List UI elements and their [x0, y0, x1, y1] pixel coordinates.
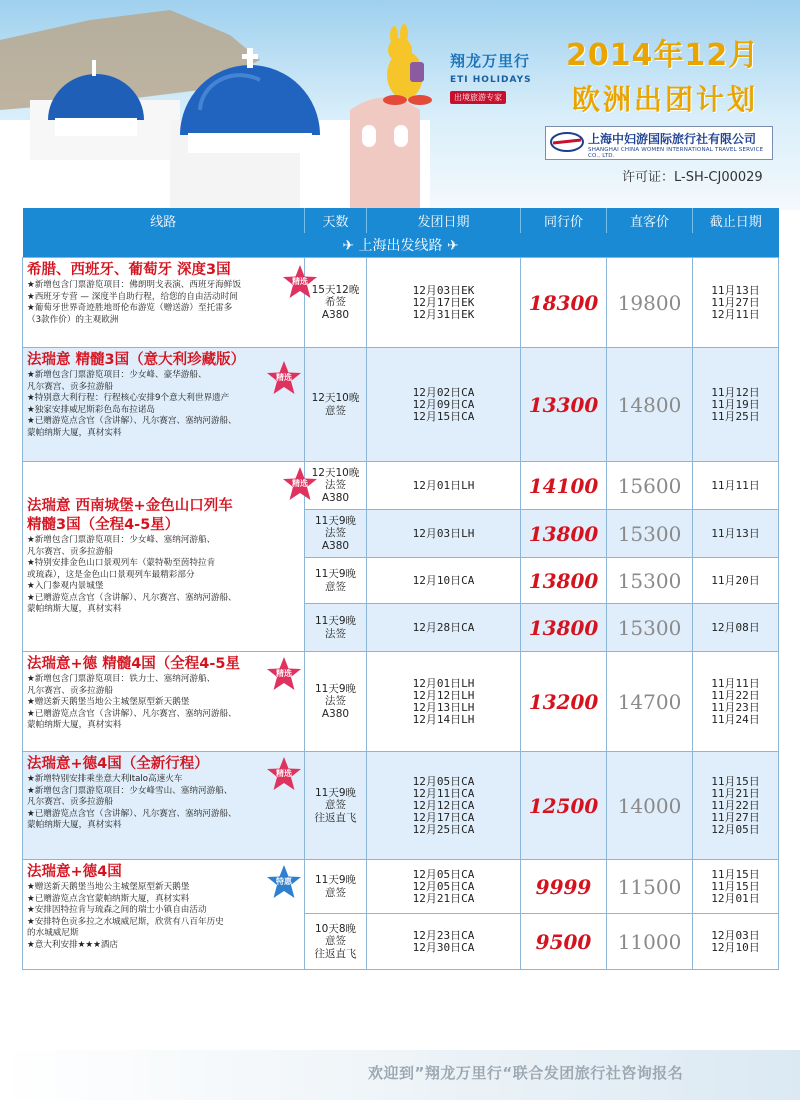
days-line: 往返直飞 — [314, 811, 357, 824]
route-feature: 的水城威尼斯 — [27, 928, 79, 938]
route-feature: ★新增包含门票游览项目：铁力士、塞纳河游船、 — [27, 674, 216, 684]
route-cell — [23, 348, 305, 462]
days-line: 11天9晚 — [314, 568, 357, 580]
route-feature: ★安排因特拉肯与琉森之间的瑞士小镇自由活动 — [27, 905, 207, 915]
dates-cell — [367, 348, 521, 462]
days-line: 15天12晚 — [311, 283, 360, 296]
route-cell — [23, 462, 308, 652]
deadline-cell — [693, 510, 779, 558]
route-feature: 凡尔赛宫、贡多拉游船 — [27, 546, 113, 557]
dates-cell — [367, 462, 521, 510]
col-direct-price: 直客价 — [607, 208, 693, 233]
badge-label: 精选 — [292, 479, 308, 488]
badge-label: 精选 — [276, 669, 292, 678]
deadline-line: 11月15日 — [711, 879, 760, 893]
route-feature: ★新增包含门票游览项目：少女峰、塞纳河游船、 — [27, 535, 216, 546]
deadline-cell — [693, 752, 779, 860]
days-line: 法签 — [325, 527, 346, 540]
route-feature: ★已赠游览点含官蒙帕纳斯大厦，真材实料 — [27, 893, 190, 904]
dates-cell — [367, 914, 521, 970]
route-feature: 凡尔赛宫、贡多拉游船 — [27, 797, 113, 807]
deadline-cell — [693, 914, 779, 970]
page-title-year: 2014年12月 — [566, 38, 760, 73]
airplane-icon: ✈ — [342, 238, 355, 254]
days-line: A380 — [321, 491, 350, 504]
tour-table — [22, 208, 778, 970]
col-peer-price: 同行价 — [521, 208, 607, 233]
route-feature: ★已赠游览点含官（含讲解）、凡尔赛宫、塞纳河游船、 — [27, 708, 237, 719]
route-title: 法瑞意 精髓3国（意大利珍藏版） — [27, 352, 246, 368]
route-feature: ★入门参观内景城堡 — [27, 581, 104, 592]
subhead-row — [23, 233, 779, 258]
deadline-line: 11月15日 — [711, 774, 760, 788]
days-cell — [305, 860, 367, 914]
deadline-cell — [693, 258, 779, 348]
date-line: 12月03日EK — [412, 283, 475, 297]
direct-price: 11500 — [607, 860, 693, 914]
badge-label: 精选 — [276, 769, 292, 778]
deadline-line: 11月22日 — [711, 688, 760, 702]
date-line: 12月17日EK — [412, 295, 475, 309]
deadline-line: 11月22日 — [711, 798, 760, 812]
dates-cell — [367, 558, 521, 604]
deadline-line: 11月27日 — [711, 810, 760, 824]
table-row — [23, 652, 779, 752]
deadline-cell — [693, 860, 779, 914]
deadline-line: 11月13日 — [711, 283, 760, 297]
route-feature: ★新增包含门票游览项目：少女峰雪山、塞纳河游船、 — [27, 785, 233, 796]
peer-price: 18300 — [521, 258, 607, 348]
route-feature: 蒙帕纳斯大厦，真材实料 — [27, 820, 122, 830]
route-feature: ★独家安排威尼斯彩色岛布拉诺岛 — [27, 404, 156, 415]
date-line: 12月31日EK — [412, 307, 475, 321]
peer-price: 9500 — [521, 914, 607, 970]
deadline-cell — [693, 604, 779, 652]
days-cell — [305, 558, 367, 604]
route-feature: ★特别意大利行程：行程核心安排9个意大利世界遗产 — [27, 393, 230, 403]
agency-box — [545, 126, 773, 160]
table-row — [23, 348, 779, 462]
table-row — [23, 752, 779, 860]
peer-price: 12500 — [521, 752, 607, 860]
deadline-line: 12月08日 — [711, 620, 760, 634]
deadline-line: 11月24日 — [711, 712, 760, 726]
peer-price: 13800 — [521, 558, 607, 604]
table-row — [23, 462, 779, 510]
badge-label: 特惠 — [276, 877, 292, 886]
days-cell — [305, 604, 367, 652]
route-feature: ★新增包含门票游览项目：佛朗明戈表演、西班牙海鲜饭 — [27, 280, 241, 290]
days-line: 法签 — [325, 695, 346, 708]
days-line: A380 — [321, 539, 350, 552]
deadline-line: 12月03日 — [711, 928, 760, 942]
date-line: 12月12日LH — [412, 688, 475, 702]
col-days: 天数 — [305, 208, 367, 233]
direct-price: 14000 — [607, 752, 693, 860]
deadline-line: 11月20日 — [711, 573, 760, 587]
date-line: 12月05日CA — [412, 774, 475, 788]
brand-tagline: 出境旅游专家 — [450, 91, 506, 104]
date-line: 12月11日CA — [412, 786, 475, 800]
deadline-line: 12月01日 — [711, 891, 760, 905]
date-line: 12月23日CA — [412, 928, 475, 942]
brand-block — [450, 50, 560, 104]
date-line: 12月28日CA — [412, 620, 475, 634]
days-line: 11天9晚 — [314, 874, 357, 886]
route-title: 法瑞意+德4国 — [27, 864, 122, 880]
selected-star-badge — [282, 264, 318, 300]
date-line: 12月15日CA — [412, 409, 475, 423]
deadline-line: 11月15日 — [711, 867, 760, 881]
col-dates: 发团日期 — [367, 208, 521, 233]
route-feature: ★已赠游览点含官（含讲解）、凡尔赛宫、塞纳河游船、 — [27, 592, 237, 603]
selected-star-badge — [266, 360, 302, 396]
route-feature: ★安排特色贡多拉之水城威尼斯，欣赏有八百年历史 — [27, 916, 224, 927]
deadline-line: 11月12日 — [711, 385, 760, 399]
route-feature: ★已赠游览点含官（含讲解）、凡尔赛宫、塞纳河游船、 — [27, 808, 237, 819]
kangaroo-mascot-icon — [383, 24, 432, 105]
route-feature: ★赠送新天鹅堡当地公主城堡原型新天鹅堡 — [27, 882, 190, 892]
deadline-line: 11月11日 — [711, 478, 760, 492]
route-feature: ★新增包含门票游览项目：少女峰、豪华游船、 — [27, 370, 207, 380]
route-feature: 蒙帕纳斯大厦，真材实料 — [27, 720, 122, 730]
route-cell — [23, 652, 305, 752]
days-line: 10天8晚 — [314, 922, 357, 935]
days-line: 意签 — [325, 580, 346, 593]
route-feature: ★已赠游览点含官（含讲解）、凡尔赛宫、塞纳河游船、 — [27, 416, 237, 426]
date-line: 12月05日CA — [412, 879, 475, 893]
dates-cell — [367, 652, 521, 752]
col-deadline: 截止日期 — [693, 208, 779, 233]
date-line: 12月09日CA — [412, 397, 475, 411]
days-cell — [305, 652, 367, 752]
direct-price: 15300 — [607, 510, 693, 558]
peer-price: 13800 — [521, 604, 607, 652]
route-title: 希腊、西班牙、葡萄牙 深度3国 — [27, 262, 231, 278]
date-line: 12月01日LH — [412, 478, 475, 492]
deadline-line: 11月25日 — [711, 409, 760, 423]
days-line: 意签 — [325, 799, 346, 812]
direct-price: 15600 — [607, 462, 693, 510]
route-feature: 凡尔赛宫、贡多拉游船 — [27, 685, 113, 696]
date-line: 12月21日CA — [412, 891, 475, 905]
selected-star-badge — [266, 656, 302, 692]
footer-text: 欢迎到”翔龙万里行“联合发团旅行社咨询报名 — [368, 1064, 684, 1082]
dates-cell — [367, 860, 521, 914]
brand-name: 翔龙万里行 — [450, 52, 531, 70]
route-title: 法瑞意+德 精髓4国（全程4-5星 — [27, 656, 240, 672]
badge-label: 精选 — [292, 277, 308, 286]
route-feature: ★西班牙专营 — 深度半自助行程，给您的自由活动时间 — [27, 291, 238, 302]
route-feature: ★赠送新天鹅堡当地公主城堡原型新天鹅堡 — [27, 697, 190, 707]
peer-price: 13200 — [521, 652, 607, 752]
table-row — [23, 860, 779, 914]
date-line: 12月02日CA — [412, 385, 475, 399]
deadline-line: 11月21日 — [711, 786, 760, 800]
date-line: 12月13日LH — [412, 700, 475, 714]
agency-logo-icon — [550, 131, 584, 153]
days-cell — [305, 348, 367, 462]
header-banner — [0, 0, 800, 210]
deadline-line: 12月05日 — [711, 822, 760, 836]
date-line: 12月14日LH — [412, 712, 475, 726]
days-line: 法签 — [325, 479, 346, 492]
route-title-line2: 精髓3国（全程4-5星） — [27, 517, 180, 534]
date-line: 12月17日CA — [412, 810, 475, 824]
dates-cell — [367, 752, 521, 860]
route-feature: 或琉森），这是金色山口景观列车最精彩部分 — [27, 569, 195, 580]
table-header-row — [23, 208, 779, 233]
brand-english: ETI HOLIDAYS — [450, 75, 532, 85]
days-line: 意签 — [325, 935, 346, 948]
date-line: 12月01日LH — [412, 676, 475, 690]
route-feature: 蒙帕纳斯大厦，真材实料 — [27, 427, 122, 438]
license-number: 许可证：L-SH-CJ00029 — [622, 170, 763, 185]
dates-cell — [367, 510, 521, 558]
days-cell — [305, 752, 367, 860]
direct-price: 15300 — [607, 558, 693, 604]
deadline-line: 12月11日 — [711, 307, 760, 321]
days-line: 意签 — [325, 886, 346, 899]
agency-english: SHANGHAI CHINA WOMEN INTERNATIONAL TRAVEL SERVICE CO., LTD. — [588, 147, 764, 159]
days-line: 12天10晚 — [311, 466, 360, 479]
date-line: 12月30日CA — [412, 940, 475, 954]
direct-price: 11000 — [607, 914, 693, 970]
deadline-line: 11月27日 — [711, 295, 760, 309]
date-line: 12月05日CA — [412, 867, 475, 881]
peer-price: 14100 — [521, 462, 607, 510]
selected-star-badge — [282, 466, 318, 502]
col-route: 线路 — [23, 208, 305, 233]
date-line: 12月25日CA — [412, 822, 475, 836]
peer-price: 13300 — [521, 348, 607, 462]
peer-price: 13800 — [521, 510, 607, 558]
selected-star-badge — [266, 756, 302, 792]
route-title: 法瑞意 西南城堡+金色山口列车 — [27, 498, 233, 515]
route-feature: ★新增特别安排乘坐意大利Italo高速火车 — [27, 774, 183, 784]
deadline-cell — [693, 558, 779, 604]
agency-name: 上海中妇游国际旅行社有限公司 — [588, 132, 757, 146]
date-line: 12月10日CA — [412, 573, 475, 587]
dates-cell — [367, 604, 521, 652]
route-cell — [23, 258, 308, 348]
deadline-line: 11月23日 — [711, 700, 760, 714]
route-feature: 蒙帕纳斯大厦，真材实料 — [27, 604, 122, 615]
direct-price: 14800 — [607, 348, 693, 462]
route-feature: ★葡萄牙世界奇迹胜地哥伦布游览（赠送游）至托雷多 — [27, 303, 233, 313]
dates-cell — [367, 258, 521, 348]
days-line: 11天9晚 — [314, 786, 357, 799]
special-star-badge — [266, 864, 302, 900]
deadline-line: 12月10日 — [711, 940, 760, 954]
deadline-line: 11月19日 — [711, 397, 760, 411]
deadline-cell — [693, 652, 779, 752]
direct-price: 15300 — [607, 604, 693, 652]
days-line: 11天9晚 — [314, 615, 357, 627]
route-feature: ★特别安排金色山口景观列车（蒙特勒至茵特拉肯 — [27, 558, 216, 569]
route-title: 法瑞意+德4国（全新行程） — [27, 756, 209, 772]
date-line: 12月03日LH — [412, 526, 475, 540]
days-line: 11天9晚 — [314, 682, 357, 695]
route-feature: ★意大利安排★★★酒店 — [27, 939, 118, 950]
table-row — [23, 258, 779, 348]
days-line: 意签 — [325, 404, 346, 417]
days-line: A380 — [321, 707, 350, 720]
days-cell — [305, 914, 367, 970]
deadline-line: 11月13日 — [711, 526, 760, 540]
days-line: 往返直飞 — [314, 947, 357, 960]
deadline-line: 11月11日 — [711, 676, 760, 690]
subhead-label: 上海出发线路 — [358, 238, 443, 254]
direct-price: 19800 — [607, 258, 693, 348]
deadline-cell — [693, 462, 779, 510]
badge-label: 精选 — [276, 373, 292, 382]
deadline-cell — [693, 348, 779, 462]
date-line: 12月12日CA — [412, 798, 475, 812]
days-cell — [305, 510, 367, 558]
days-line: A380 — [321, 308, 350, 321]
route-feature: 凡尔赛宫、贡多拉游船 — [27, 381, 113, 392]
days-line: 希签 — [325, 296, 346, 309]
route-cell — [23, 752, 305, 860]
footer — [0, 1050, 800, 1100]
days-line: 12天10晚 — [311, 392, 360, 404]
days-line: 11天9晚 — [314, 514, 357, 527]
page-title: 欧洲出团计划 — [572, 83, 759, 116]
days-line: 法签 — [325, 627, 346, 640]
direct-price: 14700 — [607, 652, 693, 752]
peer-price: 9999 — [521, 860, 607, 914]
route-feature: （3款作价）的主观欧洲 — [27, 314, 119, 325]
route-cell — [23, 860, 305, 970]
airplane-icon: ✈ — [446, 238, 459, 254]
